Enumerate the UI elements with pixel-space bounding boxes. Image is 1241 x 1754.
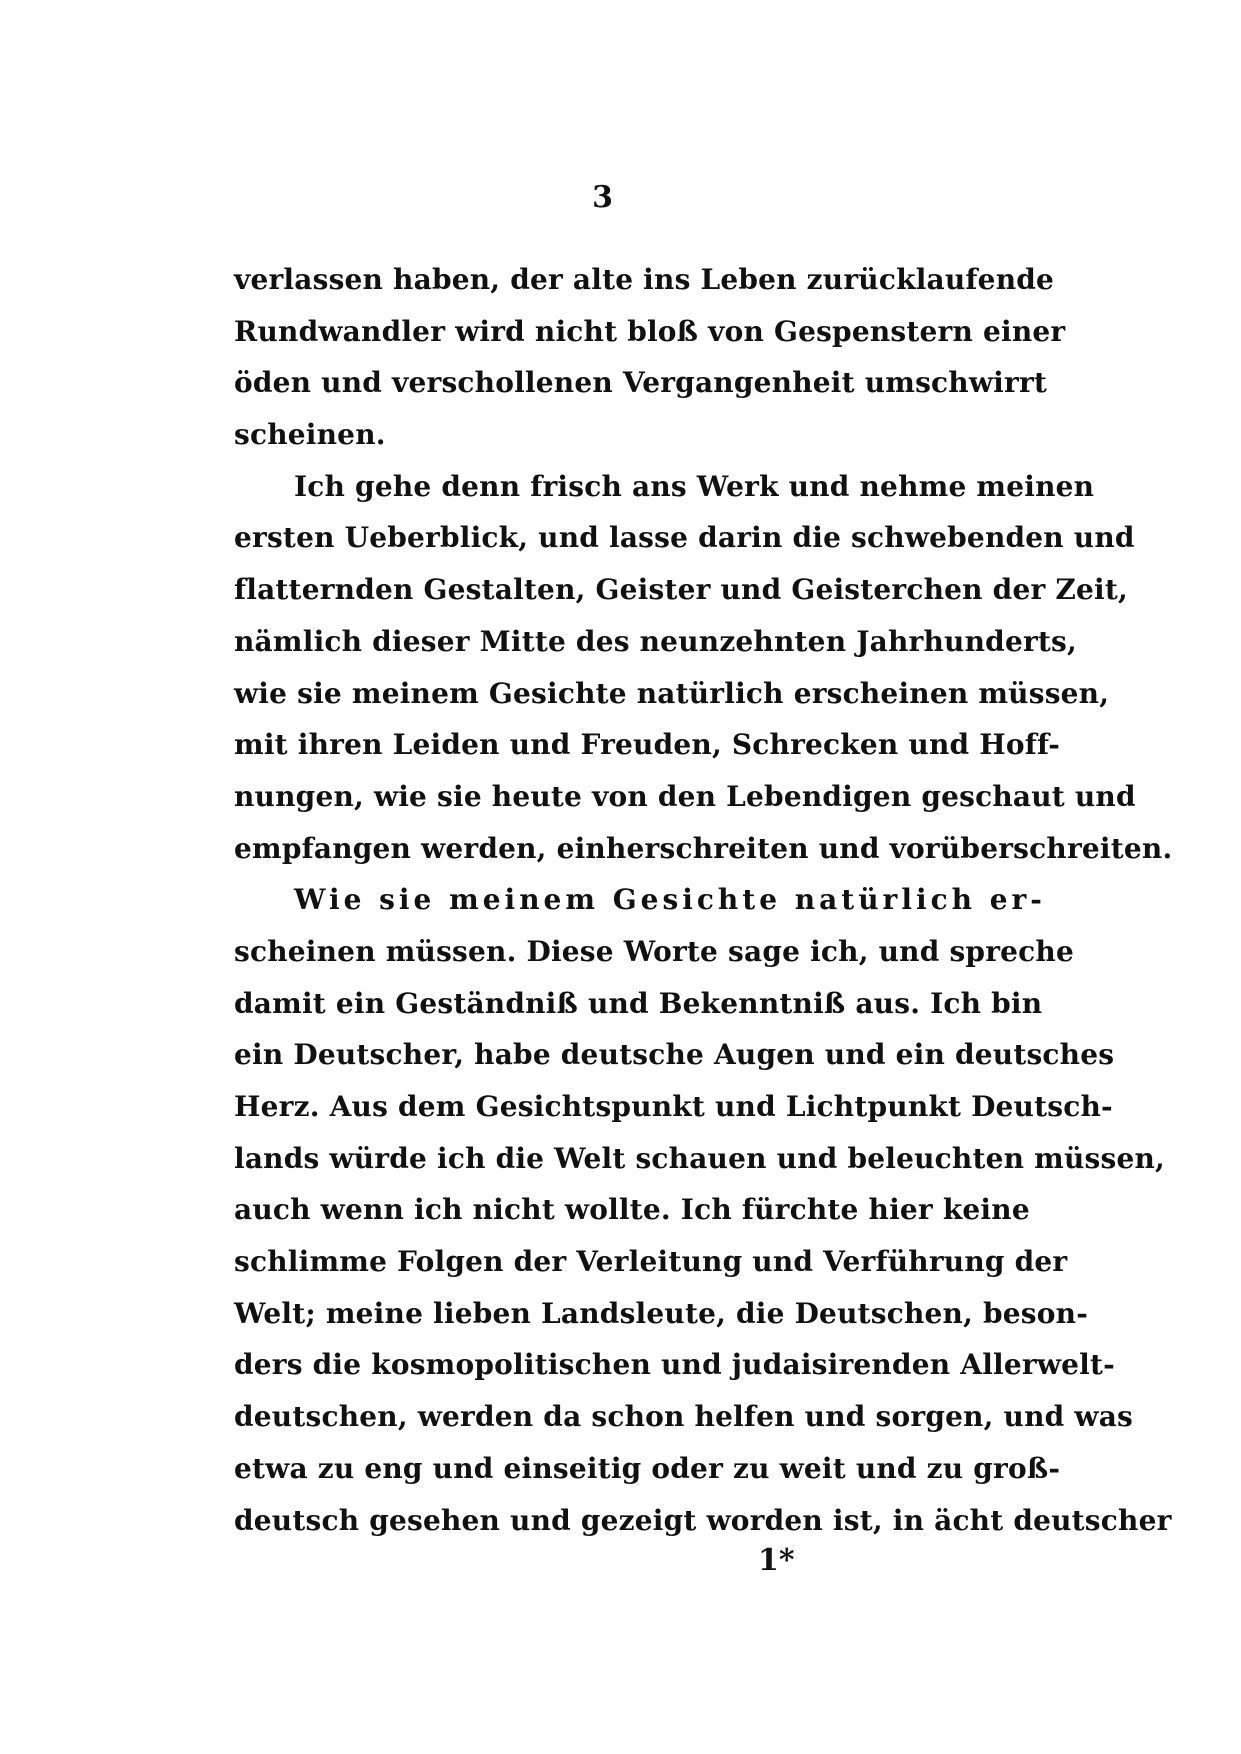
- text-line: ersten Ueberblick, und lasse darin die schwebenden und: [234, 521, 1135, 555]
- text-line: lands würde ich die Welt schauen und beleuchten müssen,: [234, 1141, 1165, 1175]
- text-line: damit ein Geständniß und Bekenntniß aus. Ich bin: [234, 986, 1043, 1020]
- text-line: deutsch gesehen und gezeigt worden ist, in ächt deutscher: [234, 1503, 1172, 1537]
- text-line: auch wenn ich nicht wollte. Ich fürchte hier keine: [234, 1193, 1030, 1227]
- text-line: Herz. Aus dem Gesichtspunkt und Lichtpunkt Deutsch-: [234, 1090, 1113, 1123]
- text-line: Welt; meine lieben Landsleute, die Deutschen, beson-: [234, 1296, 1089, 1330]
- text-line: deutschen, werden da schon helfen und sorgen, und was: [234, 1400, 1134, 1434]
- text-line: flatternden Gestalten, Geister und Geisterchen der Zeit,: [234, 573, 1128, 607]
- text-line: nämlich dieser Mitte des neunzehnten Jahrhunderts,: [234, 624, 1077, 658]
- text-line: scheinen müssen. Diese Worte sage ich, und spreche: [234, 934, 1074, 968]
- signature-mark: 1*: [758, 1543, 795, 1578]
- text-line: verlassen haben, der alte ins Leben zurücklaufende: [234, 263, 1055, 296]
- text-line: schlimme Folgen der Verleitung und Verführung der: [234, 1245, 1068, 1279]
- text-line: mit ihren Leiden und Freuden, Schrecken und Hoff-: [234, 728, 1061, 762]
- text-line: öden und verschollenen Vergangenheit umschwirrt: [234, 366, 1048, 400]
- text-line: Ich gehe denn frisch ans Werk und nehme meinen: [294, 469, 1095, 503]
- text-line: nungen, wie sie heute von den Lebendigen geschaut und: [234, 779, 1136, 813]
- text-line: wie sie meinem Gesichte natürlich erscheinen müssen,: [234, 676, 1110, 710]
- text-line: Wie sie meinem Gesichte natürlich er-: [294, 883, 1046, 917]
- page-number: 3: [592, 180, 613, 215]
- body-text: [234, 254, 1173, 1546]
- text-line: empfangen werden, einherschreiten und vorüberschreiten.: [234, 831, 1173, 865]
- text-line: ders die kosmopolitischen und judaisirenden Allerwelt-: [234, 1348, 1115, 1382]
- text-line: scheinen.: [234, 418, 386, 452]
- text-line: etwa zu eng und einseitig oder zu weit und zu groß-: [234, 1451, 1061, 1485]
- text-line: ein Deutscher, habe deutsche Augen und ein deutsches: [234, 1038, 1115, 1072]
- text-line: Rundwandler wird nicht bloß von Gespenstern einer: [234, 314, 1066, 348]
